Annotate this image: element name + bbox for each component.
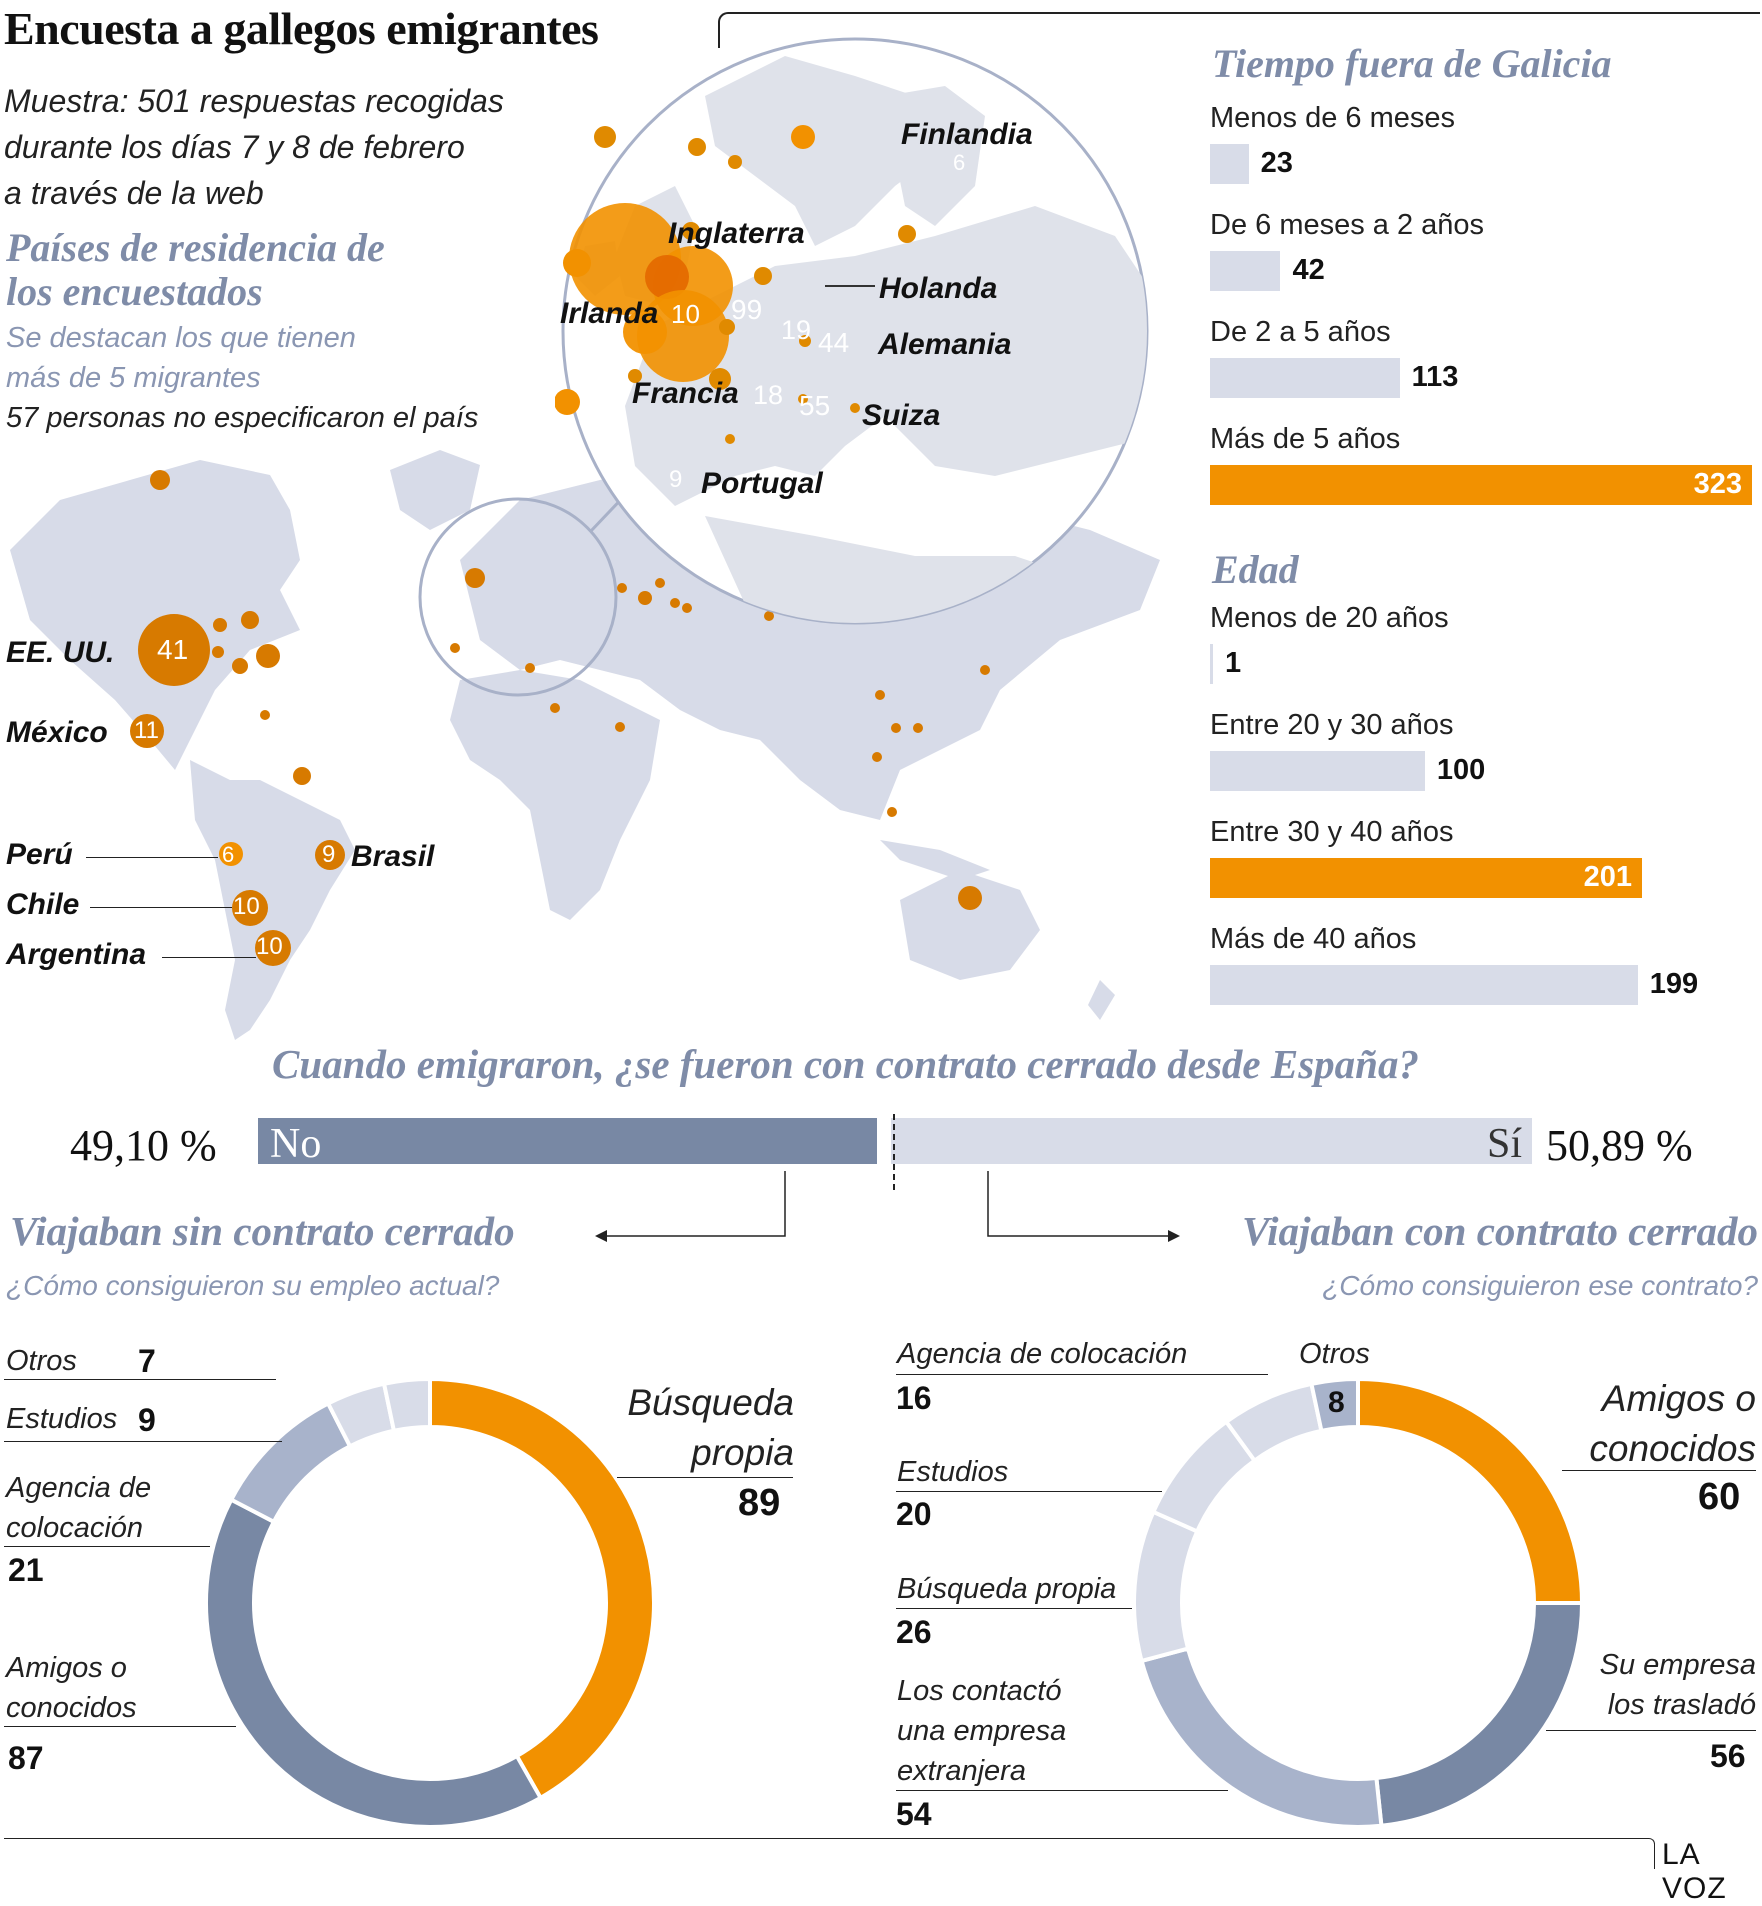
bar [1210, 465, 1752, 505]
argentina-leader [162, 957, 256, 958]
country-dot [913, 723, 923, 733]
country-dot [525, 663, 535, 673]
europe-zoom [555, 36, 1155, 626]
bubble-irlanda [563, 249, 591, 277]
bar-value-label: 42 [1292, 254, 1325, 286]
donut-slice [1142, 1649, 1382, 1827]
bar-category-label: Menos de 6 meses [1210, 102, 1456, 134]
sample-note [4, 78, 504, 216]
left-donut [200, 1373, 660, 1833]
sample-note-line-1: Muestra: 501 respuestas recogidas [4, 83, 504, 119]
right-leader-extranjera [896, 1790, 1228, 1791]
right-leader-amigos [1562, 1470, 1756, 1471]
indonesia-shape [880, 840, 990, 880]
map-title-line-1: Países de residencia de [6, 225, 385, 270]
left-value-otros: 7 [138, 1343, 156, 1379]
branch-arrows [590, 1166, 1190, 1246]
country-dot [958, 886, 982, 910]
yes-percent: 50,89 % [1546, 1121, 1693, 1170]
right-donut [1128, 1373, 1588, 1833]
contract-question: Cuando emigraron, ¿se fueron con contrato cerrado desde España? [272, 1041, 1419, 1087]
donut-slice [1134, 1512, 1197, 1661]
right-value-extranjera: 54 [896, 1796, 932, 1832]
country-dot [728, 155, 742, 169]
age-title: Edad [1212, 547, 1299, 592]
value-chile: 10 [233, 893, 260, 920]
left-value-estudios: 9 [138, 1402, 156, 1438]
label-irlanda: Irlanda [560, 297, 659, 330]
right-label-extranjera: Los contactó una empresa extranjera [897, 1675, 1067, 1787]
map-subtitle-line-2: más de 5 migrantes [6, 362, 261, 394]
label-peru: Perú [6, 838, 73, 871]
right-value-traslado: 56 [1710, 1738, 1746, 1774]
bar [1210, 644, 1213, 684]
right-label-estudios: Estudios [897, 1456, 1009, 1488]
value-francia: 18 [753, 380, 784, 410]
map-title-line-2: los encuestados [6, 269, 263, 314]
country-dot [688, 138, 706, 156]
label-holanda: Holanda [879, 272, 998, 305]
label-argentina: Argentina [6, 938, 147, 971]
donut-slice [206, 1500, 541, 1827]
bar-value-label: 199 [1649, 968, 1699, 1000]
bar-category-label: Menos de 20 años [1210, 602, 1449, 634]
value-inglaterra: 99 [731, 294, 763, 325]
time-abroad-chart [1210, 40, 1762, 540]
page-title: Encuesta a gallegos emigrantes [4, 3, 599, 54]
left-label-estudios: Estudios [6, 1403, 118, 1435]
bar-value-label: 1 [1225, 647, 1242, 679]
value-peru: 6 [222, 842, 235, 867]
right-value-amigos: 60 [1698, 1476, 1741, 1518]
greenland-shape [390, 450, 480, 530]
label-francia: Francia [632, 377, 739, 410]
country-dot [898, 225, 916, 243]
time-abroad-title: Tiempo fuera de Galicia [1212, 41, 1612, 86]
left-leader-estudios [4, 1441, 282, 1442]
bar-value-label: 201 [1583, 861, 1632, 893]
bubble-portugal [555, 389, 580, 415]
country-dot [725, 434, 735, 444]
label-suiza: Suiza [862, 399, 941, 432]
right-label-agencia: Agencia de colocación [897, 1338, 1188, 1370]
map-subtitle-line-1: Se destacan los que tienen [6, 322, 356, 354]
bar-category-label: Entre 20 y 30 años [1210, 709, 1454, 741]
country-dot [465, 568, 485, 588]
map-title [6, 226, 385, 314]
age-chart [1210, 540, 1762, 1020]
country-dot [594, 126, 616, 148]
right-label-otros: Otros [1299, 1338, 1370, 1370]
right-donut-subtitle: ¿Cómo consiguieron ese contrato? [1322, 1270, 1758, 1301]
right-leader-busqueda [896, 1608, 1132, 1609]
left-leader-amigos [4, 1726, 236, 1727]
value-portugal: 9 [669, 466, 683, 493]
bar-value-label: 323 [1693, 468, 1742, 500]
left-donut-subtitle: ¿Cómo consiguieron su empleo actual? [6, 1270, 500, 1301]
country-dot [875, 690, 885, 700]
right-leader-agencia [896, 1374, 1268, 1375]
left-leader-otros [4, 1379, 276, 1380]
footer-rule [4, 1838, 1644, 1839]
value-brasil: 9 [322, 841, 336, 868]
contract-split-bar [258, 1118, 1532, 1167]
left-value-busqueda: 89 [738, 1482, 781, 1524]
label-chile: Chile [6, 888, 80, 921]
left-value-agencia: 21 [8, 1552, 44, 1588]
right-donut-title: Viajaban con contrato cerrado [1242, 1208, 1758, 1254]
value-argentina: 10 [256, 933, 283, 960]
left-leader-busqueda [617, 1477, 793, 1478]
bar-yes-label: Sí [1486, 1121, 1522, 1167]
country-dot [260, 710, 270, 720]
no-percent: 49,10 % [70, 1121, 217, 1170]
bar-category-label: Más de 5 años [1210, 423, 1401, 455]
donut-slice [1376, 1603, 1582, 1826]
label-alemania: Alemania [878, 328, 1012, 361]
label-finlandia: Finlandia [901, 118, 1033, 151]
bar-no-label: No [270, 1121, 322, 1167]
right-label-amigos: Amigos o conocidos [1589, 1378, 1756, 1469]
south-america-shape [190, 760, 355, 1040]
country-dot [550, 703, 560, 713]
donut-slice [1358, 1379, 1582, 1603]
country-dot [450, 643, 460, 653]
country-dot [980, 665, 990, 675]
chile-leader [90, 907, 232, 908]
country-dot [891, 723, 901, 733]
donut-slice [231, 1403, 350, 1521]
left-label-busqueda: Búsqueda propia [627, 1382, 794, 1473]
country-dot [232, 658, 248, 674]
left-donut-title: Viajaban sin contrato cerrado [10, 1208, 515, 1254]
left-label-agencia: Agencia de colocación [6, 1472, 152, 1544]
value-holanda: 19 [781, 315, 812, 345]
right-leader-traslado [1546, 1730, 1756, 1731]
bar-category-label: Más de 40 años [1210, 923, 1417, 955]
bar-value-label: 23 [1260, 147, 1293, 179]
bar-yes [891, 1118, 1532, 1164]
right-value-estudios: 20 [896, 1496, 932, 1532]
country-dot [850, 403, 860, 413]
right-value-agencia: 16 [896, 1380, 932, 1416]
label-portugal: Portugal [701, 467, 823, 500]
left-label-otros: Otros [6, 1345, 77, 1377]
left-label-amigos: Amigos o conocidos [6, 1652, 137, 1724]
bar-category-label: De 6 meses a 2 años [1210, 209, 1485, 241]
country-dot [241, 611, 259, 629]
value-eeuu: 41 [157, 634, 189, 665]
bar [1210, 144, 1249, 184]
left-leader-agencia [4, 1546, 210, 1547]
right-value-otros: 8 [1328, 1386, 1345, 1419]
bar-value-label: 113 [1411, 361, 1459, 393]
bar [1210, 751, 1425, 791]
value-mexico: 11 [134, 717, 159, 744]
bar-category-label: Entre 30 y 40 años [1210, 816, 1454, 848]
holanda-leader [825, 285, 875, 287]
country-dot [887, 807, 897, 817]
credit: LA VOZ [1662, 1838, 1727, 1905]
bubble-finlandia [791, 125, 815, 149]
label-mexico: México [6, 716, 108, 749]
country-dot [615, 722, 625, 732]
right-leader-estudios [896, 1491, 1162, 1492]
bar [1210, 251, 1280, 291]
sample-note-line-2: durante los días 7 y 8 de febrero [4, 129, 465, 165]
map-subtitle [6, 318, 356, 398]
bar [1210, 965, 1638, 1005]
bar [1210, 358, 1400, 398]
value-irlanda: 10 [671, 299, 700, 329]
country-dot [872, 752, 882, 762]
value-suiza: 55 [799, 390, 831, 421]
bar-no [258, 1118, 877, 1164]
peru-leader [86, 857, 218, 858]
value-alemania: 44 [818, 327, 850, 358]
value-finlandia: 6 [953, 150, 966, 175]
country-dot [256, 644, 280, 668]
label-brasil: Brasil [351, 840, 435, 873]
bar-value-label: 100 [1436, 754, 1486, 786]
map-note: 57 personas no especificaron el país [6, 402, 479, 434]
right-label-busqueda: Búsqueda propia [897, 1573, 1117, 1605]
country-dot [293, 767, 311, 785]
right-label-traslado: Su empresa los trasladó [1599, 1649, 1756, 1721]
country-dot [754, 267, 772, 285]
right-value-busqueda: 26 [896, 1614, 932, 1650]
sample-note-line-3: a través de la web [4, 175, 264, 211]
country-dot [213, 618, 227, 632]
country-dot [212, 646, 224, 658]
footer-bracket [1644, 1838, 1655, 1869]
new-zealand-shape [1088, 980, 1115, 1020]
donut-slice [384, 1379, 430, 1431]
country-dot [150, 470, 170, 490]
left-value-amigos: 87 [8, 1740, 44, 1776]
label-inglaterra: Inglaterra [668, 217, 805, 250]
label-eeuu: EE. UU. [6, 636, 115, 669]
bar-category-label: De 2 a 5 años [1210, 316, 1391, 348]
